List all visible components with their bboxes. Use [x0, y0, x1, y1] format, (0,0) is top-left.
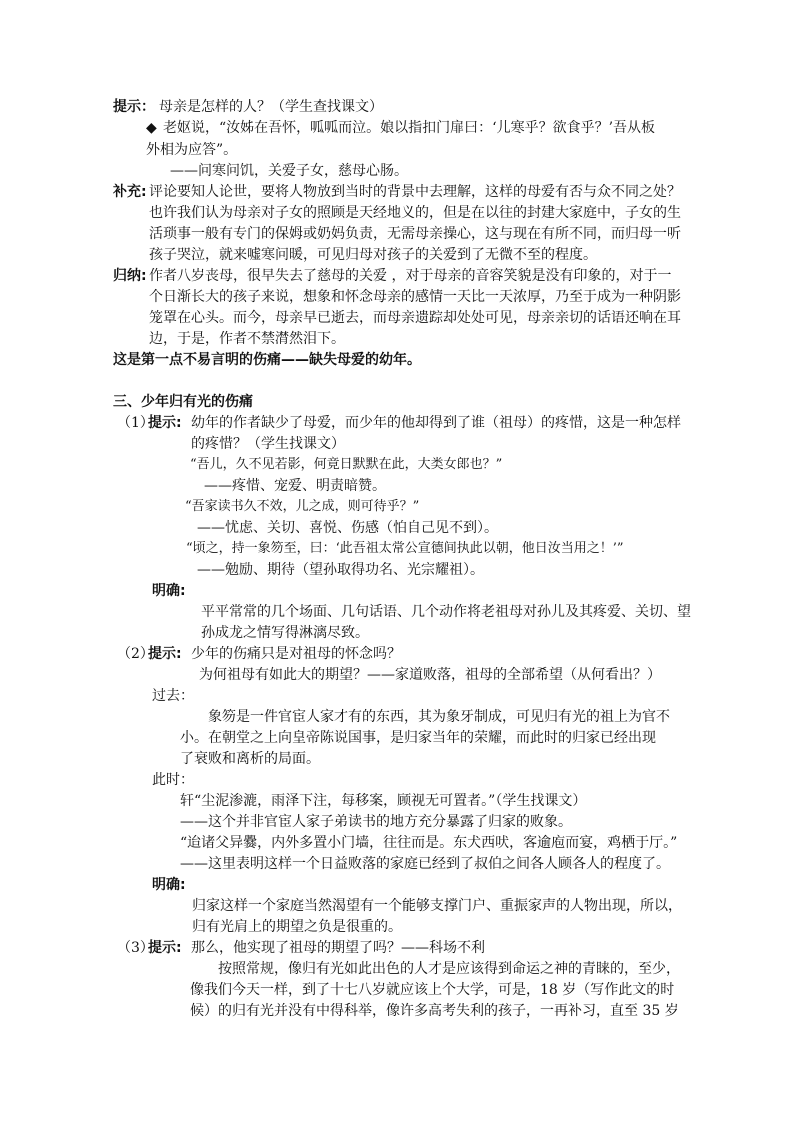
clarify-line: 孙成龙之情写得淋漓尽致。 [201, 625, 369, 641]
quote-note: ——忧虑、关切、喜悦、伤感（怕自己见不到）。 [197, 520, 498, 536]
past-line: 小。在朝堂之上向皇帝陈说国事，是归家当年的荣耀，而此时的归家已经出现 [180, 730, 656, 746]
tip-text: 幼年的作者缺少了母爱，而少年的他却得到了谁（祖母）的疼惜，这是一种怎样 [191, 415, 681, 431]
summary-line: 笼罩在心头。而今，母亲早已逝去，而母亲遗踪却处处可见，母亲亲切的话语还响在耳 [149, 310, 681, 326]
past-line: 象笏是一件官宦人家才有的东西，其为象牙制成，可见归有光的祖上为官不 [208, 709, 670, 725]
supplement-line: 孩子哭泣，就来嘘寒问暖，可见归母对孩子的关爱到了无微不至的程度。 [149, 247, 597, 263]
clarify-line: 平平常常的几个场面、几句话语、几个动作将老祖母对孙儿及其疼爱、关切、望 [201, 604, 691, 620]
now-line: 轩“尘泥渗漉，雨泽下注，每移案，顾视无可置者。”（学生找课文） [180, 793, 587, 809]
item-number: （1） [117, 415, 154, 431]
body-line: 按照常规，像归有光如此出色的人才是应该得到命运之神的青睐的，至少， [218, 961, 680, 977]
body-line: 候）的归有光并没有中得科举，像许多高考失利的孩子，一再补习，直至 35 岁 [190, 1003, 679, 1019]
quote-line: 外相为应答”。 [146, 142, 238, 158]
bullet-icon: ◆ [146, 120, 157, 136]
tip-text: 的疼惜？（学生找课文） [191, 436, 345, 452]
tip-text: 少年的伤痛只是对祖母的怀念吗？ [191, 646, 401, 662]
clarify-label: 明确: [152, 877, 186, 893]
quote-note: ——勉励、期待（望孙取得功名、光宗耀祖）。 [197, 562, 484, 578]
quote-line: “吾家读书久不效，儿之成，则可待乎？” [185, 499, 420, 514]
clarify-label: 明确: [152, 583, 186, 599]
supplement-line: 评论要知人论世，要将人物放到当时的背景中去理解，这样的母爱有否与众不同之处？ [149, 184, 681, 200]
quote-line: “吾儿，久不见若影，何竟日默默在此，大类女郎也？” [190, 457, 503, 472]
item-number: （2） [117, 646, 154, 662]
summary-line: 作者八岁丧母，很早失去了慈母的关爱 ，对于母亲的音容笑貌是没有印象的，对于一 [149, 268, 672, 284]
summary-line: 边，于是，作者不禁潸然泪下。 [149, 331, 345, 347]
tip-label: 提示: [148, 646, 182, 662]
past-label: 过去： [152, 688, 194, 704]
now-note: ——这里表明这样一个日益败落的家庭已经到了叔伯之间各人顾各人的程度了。 [180, 856, 670, 872]
supplement-label: 补充: [113, 184, 147, 200]
tip-label: 提示： [113, 99, 155, 115]
clarify-line: 归家这样一个家庭当然渴望有一个能够支撑门户、重振家声的人物出现，所以， [192, 898, 682, 914]
supplement-line: 也许我们认为母亲对子女的照顾是天经地义的，但是在以往的封建大家庭中，子女的生 [149, 205, 681, 221]
clarify-line: 归有光肩上的期望之负是很重的。 [192, 919, 402, 935]
now-note: ——这个并非官宦人家子弟读书的地方充分暴露了归家的败象。 [180, 814, 572, 830]
summary-label: 归纳: [113, 268, 147, 284]
quote-note: ——问寒问饥，关爱子女，慈母心肠。 [170, 163, 408, 179]
item-number: （3） [117, 940, 154, 956]
tip-text: 那么，他实现了祖母的期望了吗？——科场不利 [191, 940, 485, 956]
quote-line: 老妪说，“汝姊在吾怀，呱呱而泣。娘以指扣门扉曰：‘儿寒乎？欲食乎？’吾从板 [163, 120, 656, 136]
summary-line: 个日渐长大的孩子来说，想象和怀念母亲的感情一天比一天浓厚，乃至于成为一种阴影 [149, 289, 681, 305]
body-line: 像我们今天一样，到了十七八岁就应该上个大学，可是，18 岁（写作此文的时 [190, 982, 675, 998]
tip-label: 提示: [148, 415, 182, 431]
tip-label: 提示: [148, 940, 182, 956]
conclusion: 这是第一点不易言明的伤痛——缺失母爱的幼年。 [113, 352, 421, 368]
supplement-line: 活琐事一般有专门的保姆或奶妈负责，无需母亲操心，这与现在有所不同，而归母一听 [149, 226, 681, 242]
tip-text: 母亲是怎样的人？（学生查找课文） [159, 99, 383, 115]
quote-note: ——疼惜、宠爱、明责暗赞。 [204, 478, 386, 494]
now-label: 此时： [152, 772, 194, 788]
past-line: 了衰败和离析的局面。 [180, 751, 320, 767]
question-line: 为何祖母有如此大的期望？——家道败落，祖母的全部希望（从何看出？） [199, 667, 661, 683]
section-heading: 三、少年归有光的伤痛 [113, 394, 253, 410]
quote-line: “顷之，持一象笏至，曰：‘此吾祖太常公宣德间执此以朝，他日汝当用之！’” [186, 541, 624, 556]
now-line: “迨诸父异爨，内外多置小门墙，往往而是。东犬西吠，客逾庖而宴，鸡栖于厅。” [180, 835, 678, 851]
